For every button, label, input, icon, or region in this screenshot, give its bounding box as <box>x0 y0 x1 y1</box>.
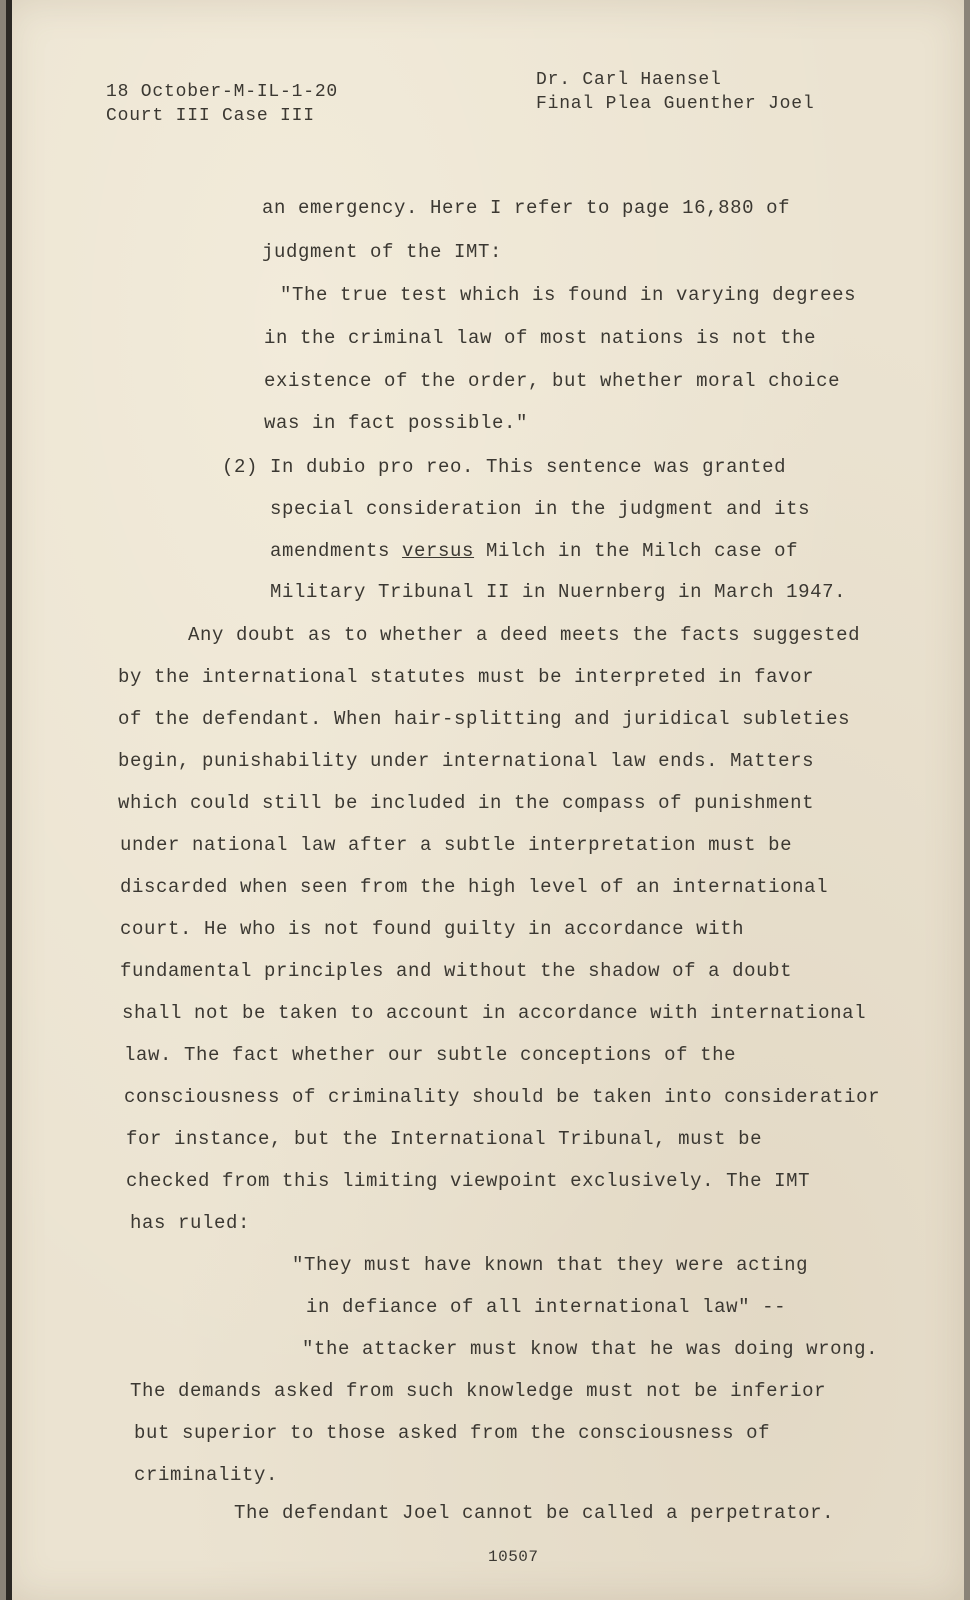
body-line: (2) In dubio pro reo. This sentence was granted <box>222 456 787 478</box>
body-line: shall not be taken to account in accordance with international <box>122 1002 867 1024</box>
body-line: discarded when seen from the high level of an international <box>120 876 829 898</box>
body-line: checked from this limiting viewpoint exclusively. The IMT <box>126 1170 811 1192</box>
header-reference: 18 October-M-IL-1-20 <box>106 82 339 102</box>
quote-line: existence of the order, but whether moral choice <box>264 370 841 392</box>
body-line: court. He who is not found guilty in accordance with <box>120 918 745 940</box>
page-number: 10507 <box>488 1548 539 1566</box>
body-line: The demands asked from such knowledge must not be inferior <box>130 1380 827 1402</box>
quote-line: in the criminal law of most nations is not the <box>264 327 817 349</box>
body-line: criminality. <box>134 1464 279 1486</box>
body-line-final: The defendant Joel cannot be called a perpetrator. <box>234 1502 835 1524</box>
amendments-before: amendments <box>270 540 403 562</box>
quote-line: "They must have known that they were acting <box>292 1254 809 1276</box>
quote-line: "the attacker must know that he was doing wrong. <box>302 1338 879 1360</box>
body-line: an emergency. Here I refer to page 16,880 of <box>262 197 791 219</box>
body-line: begin, punishability under international law ends. Matters <box>118 750 815 772</box>
quote-line: was in fact possible." <box>264 412 529 434</box>
header-left <box>106 80 338 128</box>
body-line: judgment of the IMT: <box>262 241 503 263</box>
body-line: has ruled: <box>130 1212 251 1234</box>
body-line: fundamental principles and without the shadow of a doubt <box>120 960 793 982</box>
body-line: which could still be included in the compass of punishment <box>118 792 815 814</box>
body-line: consciousness of criminality should be taken into consideratior <box>124 1086 881 1108</box>
header-document-title: Final Plea Guenther Joel <box>536 94 815 114</box>
binder-edge <box>6 0 12 1600</box>
body-line: by the international statutes must be interpreted in favor <box>118 666 815 688</box>
body-line: for instance, but the International Tribunal, must be <box>126 1128 763 1150</box>
document-page <box>6 0 964 1600</box>
body-line: Military Tribunal II in Nuernberg in March 1947. <box>270 581 847 603</box>
underlined-versus: versus <box>402 540 475 562</box>
header-counsel: Dr. Carl Haensel <box>536 70 722 90</box>
header-court-case: Court III Case III <box>106 106 315 126</box>
body-line-amendments <box>270 540 798 562</box>
body-line: under national law after a subtle interpretation must be <box>120 834 793 856</box>
quote-line: "The true test which is found in varying degrees <box>280 284 857 306</box>
body-line: but superior to those asked from the consciousness of <box>134 1422 771 1444</box>
body-line: law. The fact whether our subtle conceptions of the <box>124 1044 737 1066</box>
header-right <box>536 68 814 116</box>
body-line: Any doubt as to whether a deed meets the facts suggested <box>188 624 861 646</box>
amendments-after: Milch in the Milch case of <box>474 540 799 562</box>
body-line: of the defendant. When hair-splitting and juridical subleties <box>118 708 851 730</box>
body-line: special consideration in the judgment and its <box>270 498 811 520</box>
quote-line: in defiance of all international law" -- <box>306 1296 787 1318</box>
